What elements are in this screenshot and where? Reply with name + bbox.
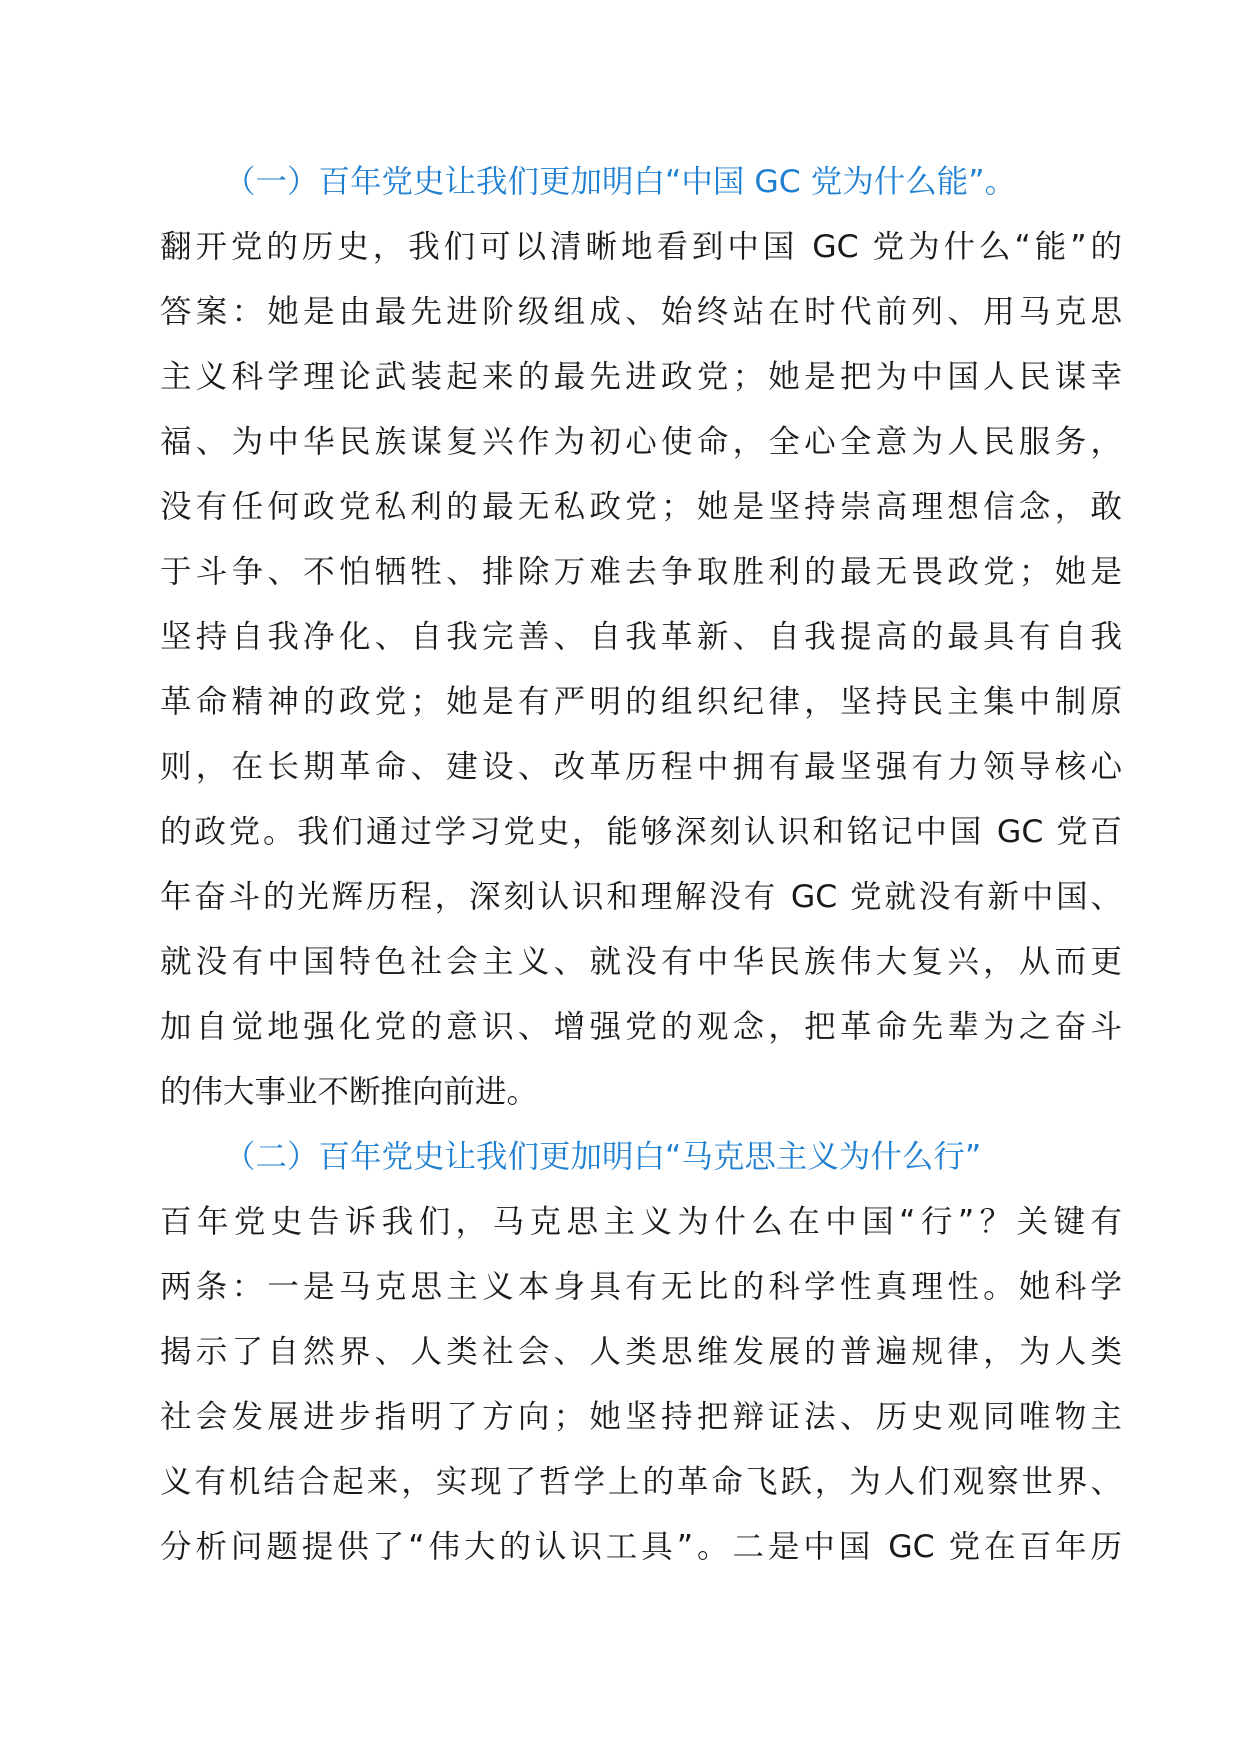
body-line: 翻开党的历史，我们可以清晰地看到中国 GC 党为什么“能”的 xyxy=(160,229,1122,265)
body-line: 革命精神的政党；她是有严明的组织纪律，坚持民主集中制原 xyxy=(160,684,1122,720)
body-line: 年奋斗的光辉历程，深刻认识和理解没有 GC 党就没有新中国、 xyxy=(160,879,1122,915)
body-line: 的伟大事业不断推向前进。 xyxy=(160,1074,539,1110)
body-line: 两条：一是马克思主义本身具有无比的科学性真理性。她科学 xyxy=(160,1269,1122,1305)
body-line: 主义科学理论武装起来的最先进政党；她是把为中国人民谋幸 xyxy=(160,359,1122,395)
body-line: 加自觉地强化党的意识、增强党的观念，把革命先辈为之奋斗 xyxy=(160,1009,1122,1045)
section-heading-2: （二）百年党史让我们更加明白“马克思主义为什么行” xyxy=(224,1139,982,1175)
body-line: 的政党。我们通过学习党史，能够深刻认识和铭记中国 GC 党百 xyxy=(160,814,1122,850)
document-page xyxy=(160,150,1122,1580)
body-line: 坚持自我净化、自我完善、自我革新、自我提高的最具有自我 xyxy=(160,619,1122,655)
section-heading-1: （一）百年党史让我们更加明白“中国 GC 党为什么能”。 xyxy=(224,164,1017,200)
body-line: 福、为中华民族谋复兴作为初心使命，全心全意为人民服务， xyxy=(160,424,1122,460)
body-line: 没有任何政党私利的最无私政党；她是坚持崇高理想信念，敢 xyxy=(160,489,1122,525)
body-line: 则，在长期革命、建设、改革历程中拥有最坚强有力领导核心 xyxy=(160,749,1122,785)
body-line: 揭示了自然界、人类社会、人类思维发展的普遍规律，为人类 xyxy=(160,1334,1122,1370)
body-line: 分析问题提供了“伟大的认识工具”。二是中国 GC 党在百年历 xyxy=(160,1529,1122,1565)
body-line: 社会发展进步指明了方向；她坚持把辩证法、历史观同唯物主 xyxy=(160,1399,1122,1435)
body-line: 百年党史告诉我们，马克思主义为什么在中国“行”？关键有 xyxy=(160,1204,1122,1240)
body-line: 答案：她是由最先进阶级组成、始终站在时代前列、用马克思 xyxy=(160,294,1122,330)
body-line: 义有机结合起来，实现了哲学上的革命飞跃，为人们观察世界、 xyxy=(160,1464,1122,1500)
body-line: 于斗争、不怕牺牲、排除万难去争取胜利的最无畏政党；她是 xyxy=(160,554,1122,590)
body-line: 就没有中国特色社会主义、就没有中华民族伟大复兴，从而更 xyxy=(160,944,1122,980)
